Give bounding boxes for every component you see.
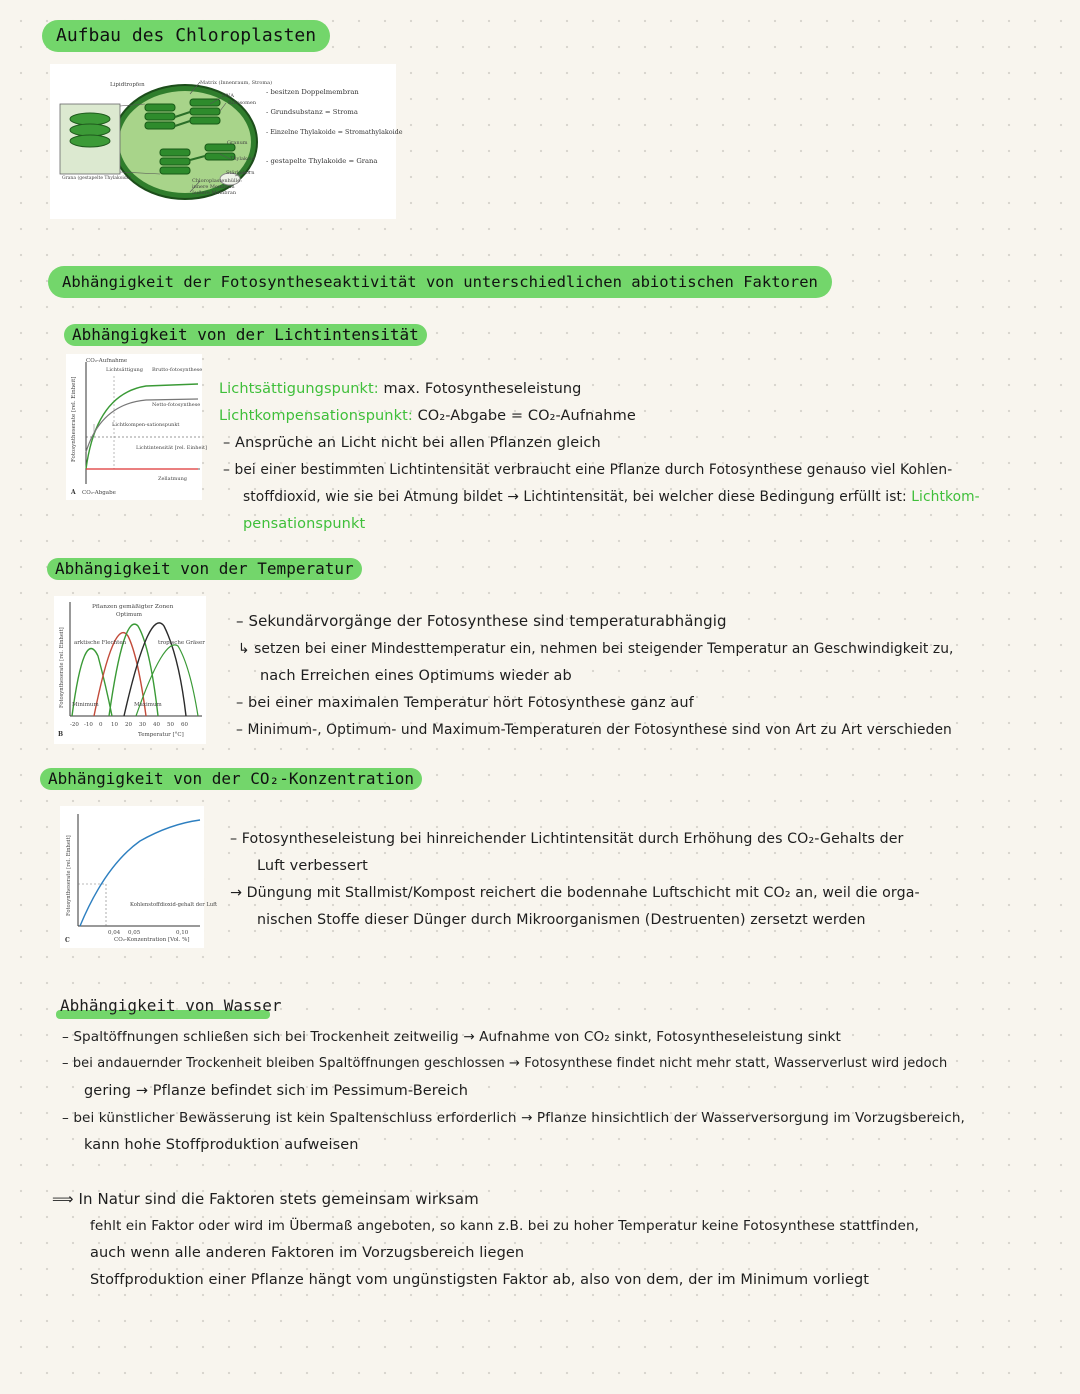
temp-ticks <box>70 722 188 728</box>
temp-minimum: Minimum <box>72 702 99 708</box>
label-ribosomen: Ribosomen <box>228 100 257 106</box>
light-brutto: Brutto-fotosynthese <box>152 367 203 373</box>
temp-optimum: Optimum <box>116 612 142 618</box>
note-1: - besitzen Doppelmembran <box>266 88 359 96</box>
heading-water: Abhängigkeit von Wasser <box>60 996 282 1015</box>
temp-tick: 0 <box>99 722 103 728</box>
co2-tick: 0,04 <box>108 930 121 936</box>
note-2: - Grundsubstanz = Stroma <box>266 108 358 116</box>
water-line-3: gering → Pflanze befindet sich im Pessimum-Bereich <box>84 1083 469 1099</box>
conclusion-line-2: fehlt ein Faktor oder wird im Übermaß angeboten, so kann z.B. bei zu hoher Temperatur keine Fotosynthese stattfinden, <box>90 1218 920 1234</box>
temp-line-4: – bei einer maximalen Temperatur hört Fotosynthese ganz auf <box>236 695 694 711</box>
term-saettigung: Lichtsättigungspunkt: <box>219 381 379 397</box>
label-granum: Granum <box>227 140 248 146</box>
label-huelle: Chloroplastenhülle: <box>192 178 242 184</box>
light-line-1-rest: max. Fotosyntheseleistung <box>378 381 582 397</box>
temp-letter: B <box>58 731 64 738</box>
temp-xlabel: Temperatur [°C] <box>138 732 184 738</box>
light-line-2 <box>219 403 636 429</box>
co2-ylabel: Fotosyntheserate [rel. Einheit] <box>66 835 72 916</box>
note-4: - gestapelte Thylakoide = Grana <box>266 157 378 165</box>
co2-chart <box>60 806 218 948</box>
label-cut: Grana (gestapelte Thylakoide) <box>62 176 132 181</box>
chloroplast-diagram <box>50 64 403 219</box>
temp-tick: -20 <box>70 722 79 728</box>
water-line-1: – Spaltöffnungen schließen sich bei Trockenheit zeitweilig → Aufnahme von CO₂ sinkt, Fotosyntheseleistung sinkt <box>62 1029 841 1045</box>
water-line-5: kann hohe Stoffproduktion aufweisen <box>84 1137 359 1153</box>
label-staerkekorn: Stärkekorn <box>226 170 255 176</box>
label-thylakoid: Thylakoid <box>230 156 255 162</box>
temp-line-1: – Sekundärvorgänge der Fotosynthese sind temperaturabhängig <box>236 612 727 630</box>
label-dna: DNA <box>222 93 234 99</box>
co2-tick: 0,05 <box>128 930 141 936</box>
light-line-2-rest: CO₂-Abgabe = CO₂-Aufnahme <box>412 408 636 424</box>
temp-tick: 20 <box>125 722 132 728</box>
light-line-5 <box>243 484 980 510</box>
temp-chart <box>54 596 206 744</box>
light-line-4: – bei einer bestimmten Lichtintensität verbraucht eine Pflanze durch Fotosynthese genauso viel Kohlen- <box>223 462 953 478</box>
temp-ylabel: Fotosyntheserate [rel. Einheit] <box>59 627 65 708</box>
water-line-2: – bei andauernder Trockenheit bleiben Spaltöffnungen geschlossen → Fotosynthese findet nicht mehr statt, Wasserverlust wird jedoch <box>62 1056 948 1071</box>
co2-note: Kohlenstoffdioxid-gehalt der Luft <box>130 902 218 908</box>
light-zell: Zellatmung <box>158 476 188 482</box>
temp-arctic: arktische Flechten <box>74 640 127 646</box>
co2-xlabel: CO₂-Konzentration [Vol. %] <box>114 937 190 943</box>
temp-tick: 30 <box>139 722 146 728</box>
co2-line-1: – Fotosyntheseleistung bei hinreichender Lichtintensität durch Erhöhung des CO₂-Gehalts der <box>230 831 904 847</box>
conclusion-line-3: auch wenn alle anderen Faktoren im Vorzugsbereich liegen <box>90 1245 525 1261</box>
heading-chloroplast: Aufbau des Chloroplasten <box>42 20 330 52</box>
temp-tick: 40 <box>153 722 160 728</box>
light-line-5a: stoffdioxid, wie sie bei Atmung bildet → Lichtintensität, bei welcher diese Bedingung erfüllt ist: <box>243 489 912 505</box>
heading-co2: Abhängigkeit von der CO₂-Konzentration <box>40 768 422 790</box>
temp-title: Pflanzen gemäßigter Zonen <box>92 604 174 610</box>
light-line-6: pensationspunkt <box>243 516 366 532</box>
temp-tick: 10 <box>111 722 118 728</box>
co2-letter: C <box>65 937 70 944</box>
temp-line-5: – Minimum-, Optimum- und Maximum-Temperaturen der Fotosynthese sind von Art zu Art verschieden <box>236 722 952 738</box>
light-komp: Lichtkompen-sationspunkt <box>112 422 180 428</box>
conclusion-line-1: ⟹ In Natur sind die Faktoren stets gemeinsam wirksam <box>52 1190 479 1208</box>
light-netto: Netto-fotosynthese <box>152 402 201 408</box>
chloroplast-figure <box>50 64 403 219</box>
temp-maximum: Maximum <box>134 702 162 708</box>
label-innere: innere Membran <box>192 184 235 190</box>
co2-tick: 0,10 <box>176 930 189 936</box>
co2-line-4: nischen Stoffe dieser Dünger durch Mikroorganismen (Destruenten) zersetzt werden <box>257 912 866 928</box>
light-saett: Lichtsättigung <box>106 367 143 373</box>
water-line-4: – bei künstlicher Bewässerung ist kein Spaltenschluss erforderlich → Pflanze hinsichtlich der Wasserversorgung im Vorzugsbereich, <box>62 1110 965 1126</box>
temp-tick: -10 <box>84 722 93 728</box>
co2-line-2: Luft verbessert <box>257 858 368 874</box>
light-line-5b: Lichtkom- <box>911 489 980 505</box>
light-top: CO₂-Aufnahme <box>86 358 128 364</box>
temp-tick: 50 <box>167 722 174 728</box>
light-line-1 <box>219 376 581 402</box>
light-letter: A <box>71 489 76 496</box>
temp-line-2: ↳ setzen bei einer Mindesttemperatur ein, nehmen bei steigender Temperatur an Geschwindigkeit zu, <box>238 641 954 657</box>
temp-tick: 60 <box>181 722 188 728</box>
temp-line-3: nach Erreichen eines Optimums wieder ab <box>260 668 572 684</box>
heading-temperature: Abhängigkeit von der Temperatur <box>47 558 362 580</box>
co2-line-3: → Düngung mit Stallmist/Kompost reichert die bodennahe Luftschicht mit CO₂ an, weil die orga- <box>230 885 920 901</box>
svg-text:Lipidtropfen: Lipidtropfen <box>110 82 145 88</box>
heading-light: Abhängigkeit von der Lichtintensität <box>64 324 427 346</box>
note-3: - Einzelne Thylakoide = Stromathylakoide <box>266 128 403 136</box>
light-bottom: CO₂-Abgabe <box>82 490 116 496</box>
light-chart <box>66 354 207 500</box>
light-line-3: – Ansprüche an Licht nicht bei allen Pflanzen gleich <box>223 435 601 451</box>
label-aeussere: äußere Membran <box>192 190 237 196</box>
label-stroma: Matrix (Innenraum, Stroma) <box>200 80 273 86</box>
conclusion-line-4: Stoffproduktion einer Pflanze hängt vom ungünstigsten Faktor ab, also von dem, der im Minimum vorliegt <box>90 1272 870 1288</box>
light-lichtint: Lichtintensität [rel. Einheit] <box>136 445 207 451</box>
heading-main: Abhängigkeit der Fotosyntheseaktivität von unterschiedlichen abiotischen Faktoren <box>48 266 832 298</box>
light-ylabel: Fotosyntheserate [rel. Einheit] <box>71 376 77 462</box>
term-kompensation: Lichtkompensationspunkt: <box>219 408 413 424</box>
temp-tropic: tropische Gräser <box>158 640 205 646</box>
